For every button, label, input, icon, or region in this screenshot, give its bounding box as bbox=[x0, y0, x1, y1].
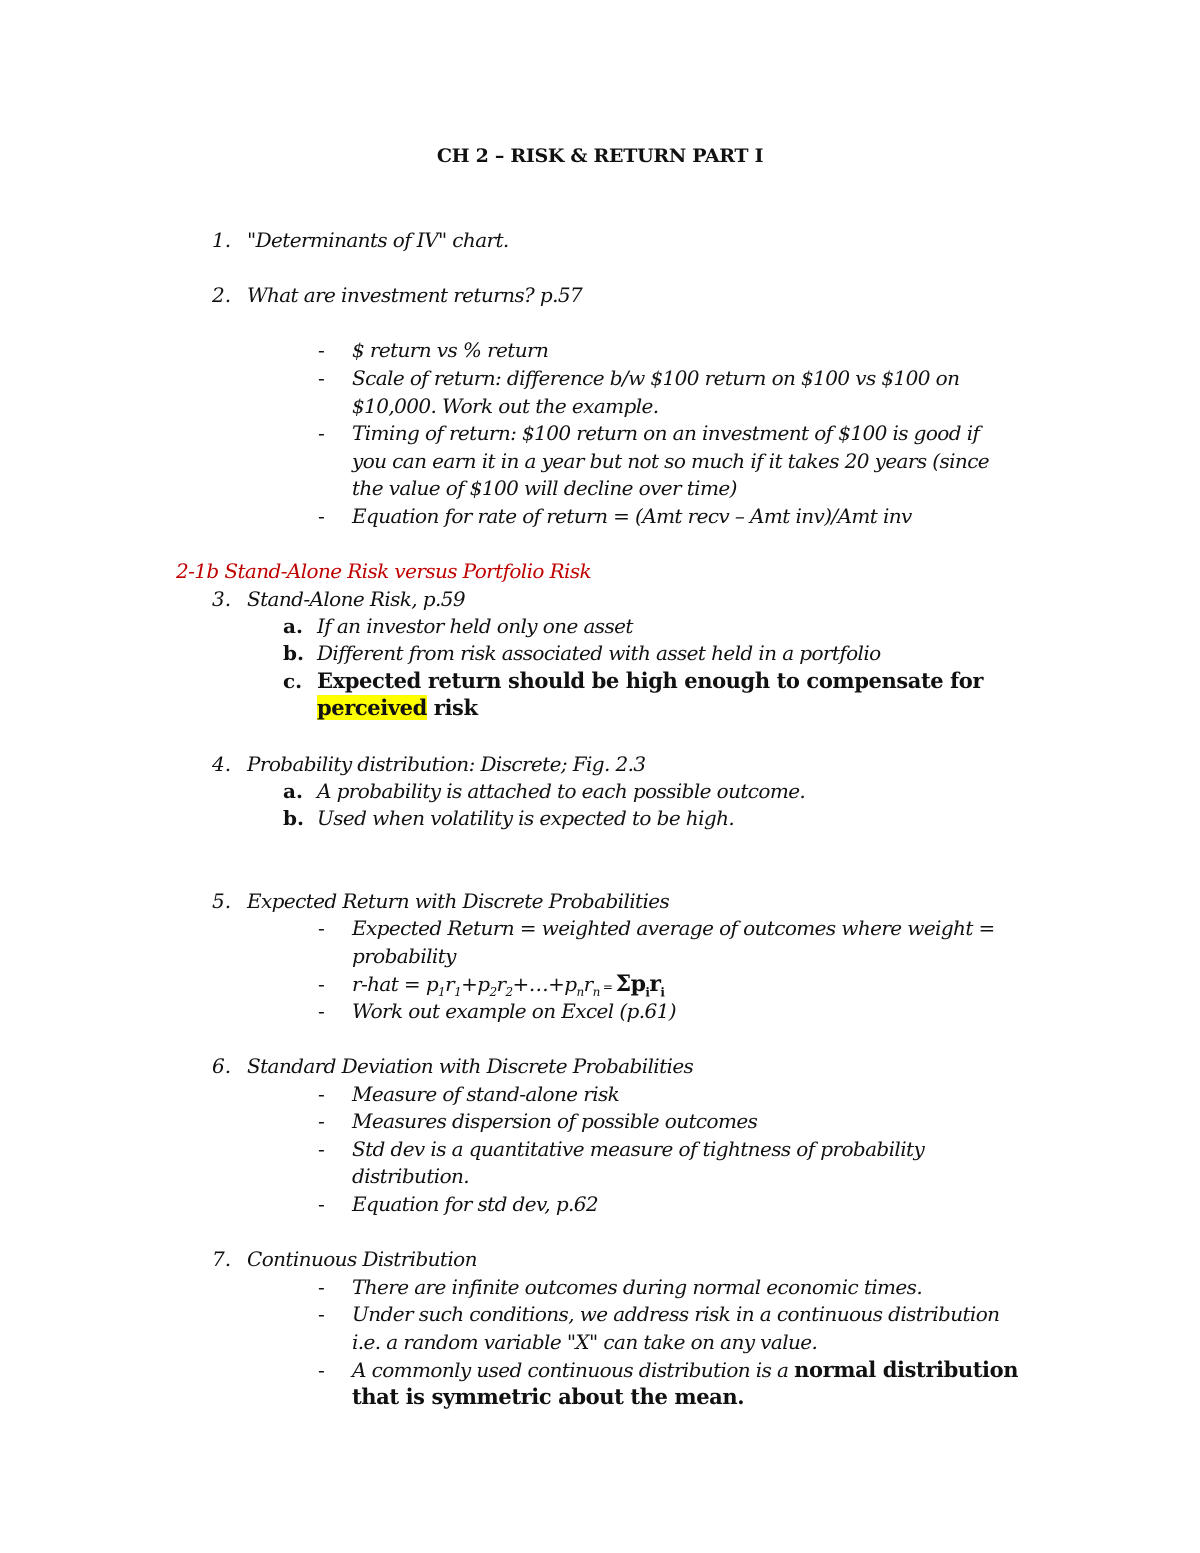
sub-letter: a. bbox=[283, 614, 303, 638]
list-item: There are infinite outcomes during normal economic times. bbox=[352, 1275, 923, 1299]
list-item: Measures dispersion of possible outcomes bbox=[352, 1109, 758, 1133]
list-item-continued: i.e. a random variable "X" can take on any value. bbox=[352, 1330, 818, 1354]
list-item-continued: $10,000. Work out the example. bbox=[352, 394, 659, 418]
list-item: Measure of stand-alone risk bbox=[352, 1082, 620, 1106]
sub-letter: c. bbox=[283, 669, 303, 693]
item-number: 5. bbox=[212, 889, 232, 913]
list-item: A commonly used continuous distribution is a normal distribution bbox=[352, 1357, 1019, 1382]
list-item: Std dev is a quantitative measure of tightness of probability bbox=[352, 1137, 925, 1161]
page-title: CH 2 – RISK & RETURN PART I bbox=[436, 145, 764, 167]
sub-item-bold-continued bbox=[317, 694, 478, 722]
list-item: Timing of return: $100 return on an investment of $100 is good if bbox=[352, 421, 980, 445]
item-3-text: Stand-Alone Risk, p.59 bbox=[247, 587, 466, 611]
bullet-dash: - bbox=[318, 504, 325, 528]
sub-letter: b. bbox=[283, 641, 304, 665]
list-item-continued: probability bbox=[352, 944, 456, 968]
sub-item: Used when volatility is expected to be high. bbox=[317, 806, 735, 830]
sub-item: A probability is attached to each possible outcome. bbox=[317, 779, 806, 803]
bullet-dash: - bbox=[318, 1302, 325, 1326]
bullet-dash: - bbox=[318, 916, 325, 940]
bullet-dash: - bbox=[318, 1109, 325, 1133]
item-2-text: What are investment returns? p.57 bbox=[247, 283, 583, 307]
sub-item: If an investor held only one asset bbox=[317, 614, 633, 638]
bullet-dash: - bbox=[318, 421, 325, 445]
item-5-text: Expected Return with Discrete Probabilities bbox=[247, 889, 670, 913]
bullet-dash: - bbox=[318, 1275, 325, 1299]
item-number: 2. bbox=[212, 283, 232, 307]
item-4-text: Probability distribution: Discrete; Fig. 2.3 bbox=[247, 752, 646, 776]
item-number: 4. bbox=[212, 752, 232, 776]
list-item: $ return vs % return bbox=[352, 338, 549, 362]
list-item: Equation for rate of return = (Amt recv – Amt inv)/Amt inv bbox=[352, 504, 912, 528]
sub-item: Different from risk associated with asset held in a portfolio bbox=[317, 641, 881, 665]
item-number: 6. bbox=[212, 1054, 232, 1078]
list-item: Work out example on Excel (p.61) bbox=[352, 999, 676, 1023]
list-item: Scale of return: difference b/w $100 return on $100 vs $100 on bbox=[352, 366, 960, 390]
list-item-continued: distribution. bbox=[352, 1164, 470, 1188]
list-item-bold-continued: that is symmetric about the mean. bbox=[352, 1384, 745, 1409]
bullet-dash: - bbox=[318, 338, 325, 362]
sub-item-bold: Expected return should be high enough to compensate for bbox=[317, 668, 984, 693]
item-6-text: Standard Deviation with Discrete Probabilities bbox=[247, 1054, 694, 1078]
bullet-dash: - bbox=[318, 1082, 325, 1106]
item-number: 7. bbox=[212, 1247, 232, 1271]
list-item: Expected Return = weighted average of outcomes where weight = bbox=[352, 916, 995, 940]
list-item: Under such conditions, we address risk in a continuous distribution bbox=[352, 1302, 1000, 1326]
bullet-dash: - bbox=[318, 1192, 325, 1216]
bullet-dash: - bbox=[318, 972, 325, 996]
bullet-dash: - bbox=[318, 1137, 325, 1161]
section-heading: 2-1b Stand-Alone Risk versus Portfolio Risk bbox=[176, 559, 592, 583]
highlighted-word: perceived bbox=[317, 695, 427, 720]
bullet-dash: - bbox=[318, 1358, 325, 1382]
list-item-continued: you can earn it in a year but not so much if it takes 20 years (since bbox=[352, 449, 990, 473]
formula: $r-hat = p_1r_1+p_2r_2+\dots+p_nr_n = \Sigma p_ir_i$ bbox=[352, 971, 665, 1000]
bullet-dash: - bbox=[318, 999, 325, 1023]
highlight-tail: risk bbox=[426, 695, 478, 720]
list-item-continued: the value of $100 will decline over time) bbox=[352, 476, 737, 500]
sub-letter: a. bbox=[283, 779, 303, 803]
sub-letter: b. bbox=[283, 806, 304, 830]
sigma-sum: $\Sigma p_ir_i$ bbox=[615, 971, 665, 1000]
bullet-dash: - bbox=[318, 366, 325, 390]
bold-phrase: normal distribution bbox=[794, 1357, 1019, 1382]
item-7-text: Continuous Distribution bbox=[247, 1247, 477, 1271]
item-1-text: "Determinants of IV" chart. bbox=[247, 228, 509, 252]
item-number: 1. bbox=[212, 228, 232, 252]
list-item: Equation for std dev, p.62 bbox=[352, 1192, 599, 1216]
item-number: 3. bbox=[212, 587, 232, 611]
